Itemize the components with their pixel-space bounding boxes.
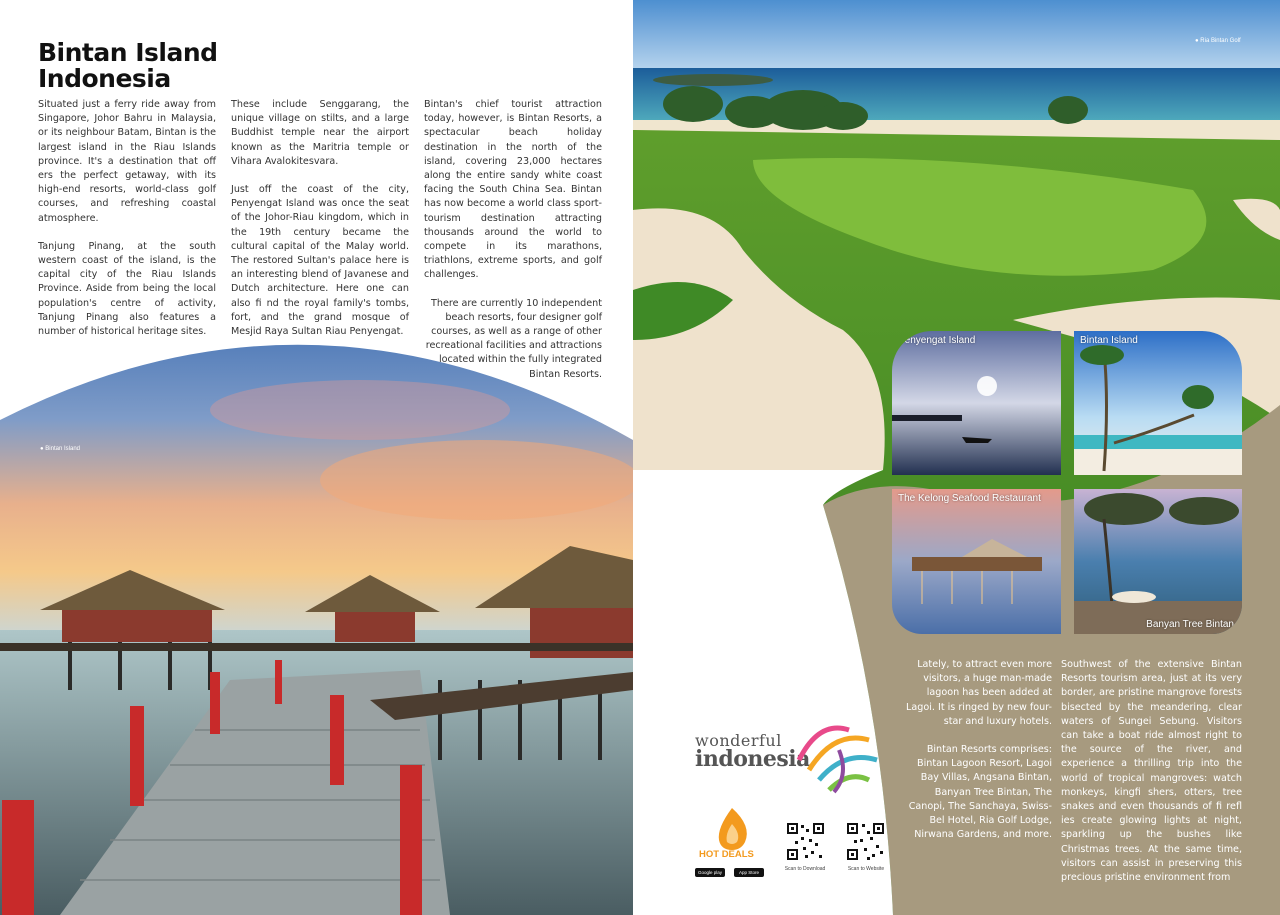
hot-deals-flame-icon	[697, 806, 767, 876]
banyan-tree-pool-photo	[1074, 489, 1242, 634]
wonderful-indonesia-logo-icon	[789, 720, 883, 796]
qr-code-download-icon[interactable]	[785, 821, 826, 862]
thumbnail-penyengat-island[interactable]	[892, 331, 1061, 475]
paragraph: Bintan's chief tourist attraction today, however, is Bintan Resorts, a spectacular beach holiday destination in the north of the island, covering 23,000 hectares along the entire sandy white coast facing the South China Sea. Bintan has now become a world class sport-tourism destination attracting thousands around the world to compete in its marathons, triathlons, extreme sports, and golf challenges.	[424, 99, 602, 281]
thumbnail-label: Bintan Island	[1080, 335, 1138, 346]
logo-wordmark-top: wonderful	[695, 731, 782, 750]
article-title	[38, 40, 218, 92]
thumbnail-label: Penyengat Island	[898, 335, 976, 346]
app-store-badge[interactable]: App Store	[734, 868, 764, 877]
title-line-2: Indonesia	[38, 64, 171, 93]
qr-download-label: Scan to Download	[784, 866, 826, 872]
right-page	[633, 0, 1280, 915]
thumbnail-kelong-seafood[interactable]	[892, 489, 1061, 634]
paragraph: Situated just a ferry ride away from Singapore, Johor Bahru in Malaysia, or its neighbour Batam, Bintan is the largest island in the Riau Islands province. It's a destination that off ers the perfect getaway, with its high-end resorts, world-class golf courses, and refreshing coastal atmosphere.	[38, 99, 216, 224]
right-text-column-2	[1061, 658, 1242, 899]
left-page	[0, 0, 633, 915]
photo-caption-left: ● Bintan Island	[40, 446, 80, 452]
penyengat-sunset-photo	[892, 331, 1061, 475]
kelong-restaurant-photo	[892, 489, 1061, 634]
paragraph: Southwest of the extensive Bintan Resorts tourism area, just at its very border, are pristine mangrove forests bisected by the meandering, clear waters of Sungei Sebung. Visitors can take a boat ride almost right to the source of the river, and experience a thrilling trip into the world of tropical mangroves: watch monkeys, kingfi shers, otters, tree snakes and even thousands of fi refl ies create glowing lights at night, sparkling up the bushes like Christmas trees. At the same time, visitors can assist in preserving this precious pristine environment from	[1061, 659, 1242, 884]
qr-code-website-icon[interactable]	[845, 821, 886, 862]
qr-website-label: Scan to Website	[847, 866, 885, 872]
right-text-column-1	[904, 658, 1052, 856]
google-play-badge[interactable]: Google play	[695, 868, 725, 877]
title-line-1: Bintan Island	[38, 38, 218, 67]
photo-caption-right: ● Ria Bintan Golf	[1195, 38, 1241, 44]
logo-wordmark-bottom: indonesia	[695, 746, 810, 772]
text-column-2	[231, 98, 409, 353]
thumbnail-label: The Kelong Seafood Restaurant	[898, 493, 1041, 504]
thumbnail-label: Banyan Tree Bintan	[1146, 619, 1234, 630]
bintan-beach-photo	[1074, 331, 1242, 475]
text-column-3	[424, 98, 602, 396]
paragraph: Lately, to attract even more visitors, a huge man-made lagoon has been added at Lagoi. It is ringed by new four-star and luxury hotels.	[906, 659, 1052, 727]
paragraph: Just off the coast of the city, Penyengat Island was once the seat of the Johor-Riau kingdom, which in the 19th century became the cultural capital of the Malay world. The restored Sultan's palace here is an interesting blend of Javanese and Dutch architecture. Here one can also fi nd the royal family's tombs, fort, and the grand mosque of Mesjid Raya Sultan Riau Penyengat.	[231, 184, 409, 338]
hot-deals-label: HOT DEALS	[699, 849, 754, 860]
thumbnail-bintan-island[interactable]	[1074, 331, 1242, 475]
paragraph: There are currently 10 independent beach resorts, four designer golf courses, as well as a range of other recreational facilities and attractions located within the fully integrated Bintan Resorts.	[425, 297, 602, 380]
paragraph: These include Senggarang, the unique village on stilts, and a large Buddhist temple near the airport known as the Maritria temple or Vihara Avalokitesvara.	[231, 99, 409, 167]
thumbnail-banyan-tree[interactable]	[1074, 489, 1242, 634]
paragraph: Tanjung Pinang, at the south western coast of the island, is the capital city of the Riau Islands Province. Aside from being the local population's centre of activity, Tanjung Pinang also features a number of historical heritage sites.	[38, 240, 216, 338]
paragraph: Bintan Resorts comprises: Bintan Lagoon Resort, Lagoi Bay Villas, Angsana Bintan, Banyan Tree Bintan, The Canopi, The Sanchaya, Swiss-Bel Hotel, Ria Golf Lodge, Nirwana Gardens, and more.	[908, 744, 1052, 841]
text-column-1	[38, 98, 216, 353]
